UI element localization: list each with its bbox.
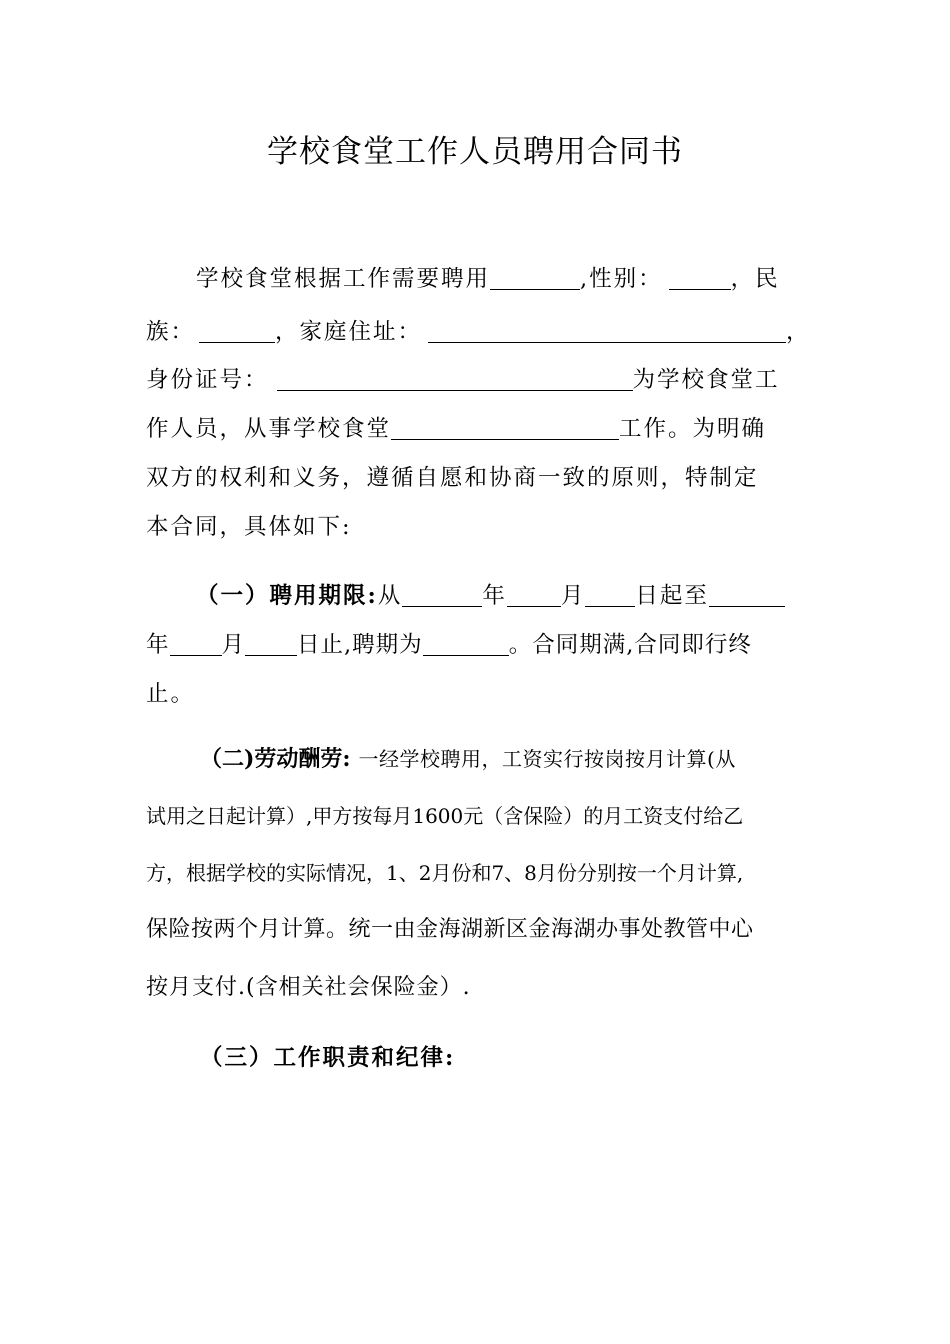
intro-line-3 [146,364,780,396]
intro-text: 作人员，从事学校食堂 [146,416,392,442]
section1-line-2 [146,629,752,661]
intro-text: ， [786,319,811,345]
section1-text: 年 [146,632,170,658]
section1-line-3: 止。 [146,681,196,707]
section2-text: 一经学校聘用，工资实行按岗按月计算(从 [358,747,736,771]
intro-text: 工作。为明确 [619,416,767,442]
section1-text: 从 [377,583,403,609]
section1-text: 年 [482,583,507,609]
section3-heading: （三）工作职责和纪律: [200,1045,456,1071]
end-year-blank [709,582,785,607]
intro-text: 为学校食堂工 [632,367,780,393]
intro-line-5: 双方的权利和义务，遵循自愿和协商一致的原则，特制定 [146,465,759,491]
section2-line-3: 方，根据学校的实际情况，1、2月份和7、8月份分别按一个月计算, [146,861,744,885]
section1-text: 日起至 [635,583,709,609]
intro-text: ，家庭住址： [275,319,423,345]
term-blank [423,631,509,656]
section1-text: 。合同期满,合同即行终 [508,632,752,658]
address-blank [428,318,786,343]
intro-line-4 [146,413,766,445]
document-title: 学校食堂工作人员聘用合同书 [267,134,683,170]
end-month-blank [170,631,222,656]
ethnicity-blank [199,318,275,343]
start-day-blank [585,582,635,607]
end-day-blank [245,631,297,656]
intro-text: 身份证号： [146,367,269,393]
section2-heading: （二)劳动酬劳: [200,746,351,772]
section2-line-5: 按月支付.(含相关社会保险金）. [146,975,471,1000]
intro-text: ，民 [730,266,780,292]
gender-blank [669,265,731,290]
id-number-blank [277,366,633,391]
section1-line-1 [196,580,785,612]
intro-text: ,性别： [580,266,663,292]
section1-text: 月 [221,632,246,658]
section2-line-2: 试用之日起计算）,甲方按每月1600元（含保险）的月工资支付给乙 [146,804,744,828]
section1-text: 日止,聘期为 [297,632,423,658]
section2-line-4: 保险按两个月计算。统一由金海湖新区金海湖办事处教管中心 [146,917,754,942]
intro-line-2 [146,316,811,348]
section2-line-1 [200,743,736,775]
intro-text: 学校食堂根据工作需要聘用 [196,266,491,292]
intro-text: 族： [146,319,196,345]
start-month-blank [507,582,561,607]
job-blank [391,415,619,440]
name-blank [490,265,580,290]
intro-line-6: 本合同，具体如下: [146,514,352,540]
start-year-blank [402,582,482,607]
section1-text: 月 [560,583,586,609]
intro-line-1 [196,263,780,295]
section1-heading: （一）聘用期限: [196,583,378,609]
